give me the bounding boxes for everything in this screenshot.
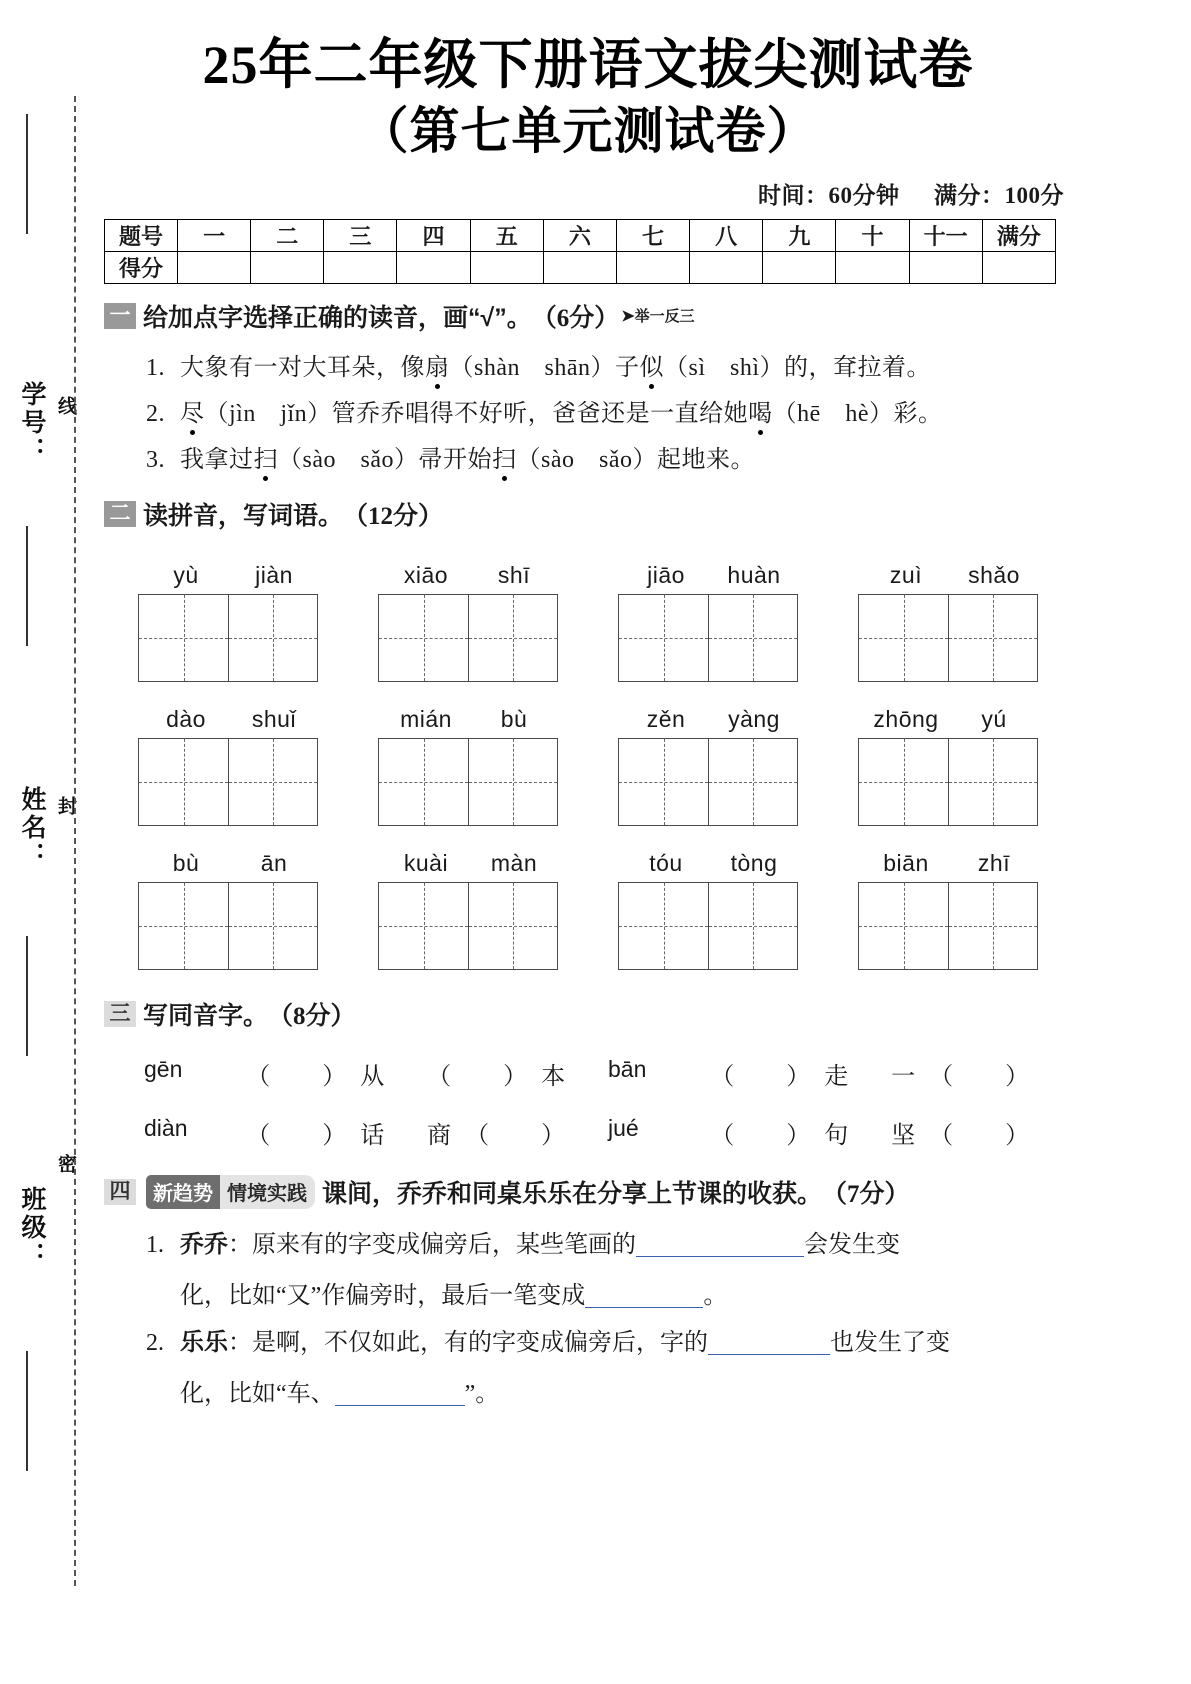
- section-3-number: 三: [104, 1001, 136, 1027]
- section-1-question-3: [104, 448, 1072, 472]
- score-table-row-label-1: 得分: [105, 251, 178, 283]
- q1-text-a: 大象有一对大耳朵，像: [180, 354, 425, 381]
- student-name-label: 姓名：: [18, 786, 46, 870]
- score-col-total: 满分: [982, 219, 1055, 251]
- score-col-9: 九: [763, 219, 836, 251]
- homophone-blank-1[interactable]: （ ）从: [246, 1063, 386, 1090]
- pinyin-syllable: zhōng: [873, 705, 939, 732]
- q3-dotted-char-1: 扫: [253, 446, 278, 473]
- pinyin-word-6: [374, 706, 570, 826]
- margin-rule-1: [26, 114, 28, 234]
- score-col-11: 十一: [909, 219, 982, 251]
- question-index: 2.: [146, 400, 165, 427]
- pinyin-label: [134, 850, 330, 877]
- pinyin-syllable: shī: [497, 561, 531, 588]
- pinyin-syllable: kuài: [403, 849, 449, 876]
- section-4-dialogue-1-line-1: [104, 1232, 1072, 1257]
- seal-char-mi: 密: [55, 1154, 76, 1175]
- exam-meta: [104, 177, 1072, 210]
- writing-grid[interactable]: [618, 882, 798, 970]
- section-3-header: [104, 996, 1072, 1032]
- pinyin-label: [134, 706, 330, 733]
- dialogue-text-a: ：原来有的字变成偏旁后，某些笔画的: [228, 1231, 636, 1258]
- pinyin-label: [614, 850, 810, 877]
- student-class-label: 班级：: [18, 1186, 46, 1270]
- section-4-dialogue-1-line-2: [104, 1283, 1072, 1308]
- writing-grid[interactable]: [138, 738, 318, 826]
- section-1-number: 一: [104, 303, 136, 329]
- score-cell-5[interactable]: [470, 251, 543, 283]
- score-col-3: 三: [324, 219, 397, 251]
- speaker-name-qiaoqiao: 乔乔: [180, 1231, 228, 1258]
- pinyin-label: [374, 562, 570, 589]
- section-1-question-2: [104, 402, 1072, 426]
- pinyin-syllable: yù: [173, 561, 199, 588]
- q3-text-a: 我拿过: [180, 446, 254, 473]
- writing-grid[interactable]: [378, 594, 558, 682]
- homophone-pinyin-dian: diàn: [144, 1114, 188, 1141]
- pinyin-syllable: tòng: [730, 849, 778, 876]
- dialogue-text-f: 也发生了变: [830, 1329, 950, 1356]
- homophone-row-1: [104, 1056, 1072, 1091]
- pinyin-syllable: bù: [500, 705, 528, 732]
- speaker-name-lele: 乐乐: [180, 1329, 228, 1356]
- pinyin-syllable: shuǐ: [251, 705, 297, 732]
- q2-dotted-char-2: 喝: [748, 400, 773, 427]
- title-line-1: 25年二年级下册语文拔尖测试卷: [202, 35, 974, 95]
- question-index: 1.: [146, 354, 165, 381]
- pinyin-grid-row-2: [104, 706, 1072, 826]
- pinyin-syllable: zhī: [977, 849, 1011, 876]
- writing-grid[interactable]: [378, 882, 558, 970]
- score-col-5: 五: [470, 219, 543, 251]
- pinyin-grid-row-3: [104, 850, 1072, 970]
- pinyin-syllable: tóu: [649, 849, 683, 876]
- exam-page: [104, 0, 1072, 1684]
- score-col-8: 八: [690, 219, 763, 251]
- pinyin-syllable: shǎo: [968, 561, 1020, 588]
- pinyin-word-5: [134, 706, 330, 826]
- page-title: [104, 34, 1072, 161]
- q2-text-a: （jìn jǐn）管乔乔唱得不好听，爸爸还是一直给她: [204, 400, 749, 427]
- section-4-number: 四: [104, 1179, 136, 1205]
- writing-grid[interactable]: [378, 738, 558, 826]
- homophone-pinyin-jue: jué: [607, 1114, 639, 1141]
- score-cell-7[interactable]: [616, 251, 689, 283]
- pinyin-word-10: [374, 850, 570, 970]
- score-cell-4[interactable]: [397, 251, 470, 283]
- pinyin-syllable: jiāo: [647, 561, 685, 588]
- score-cell-9[interactable]: [763, 251, 836, 283]
- score-table: [104, 219, 1056, 284]
- answer-blank-1[interactable]: [636, 1232, 804, 1257]
- homophone-pinyin-ban: bān: [607, 1055, 647, 1082]
- pinyin-word-9: [134, 850, 330, 970]
- score-table-header-row: [105, 219, 1056, 251]
- homophone-row-2: [104, 1115, 1072, 1150]
- writing-grid[interactable]: [858, 882, 1038, 970]
- q2-text-b: （hē hè）彩。: [772, 400, 943, 427]
- score-col-1: 一: [178, 219, 251, 251]
- score-col-10: 十: [836, 219, 909, 251]
- section-1-question-1: [104, 356, 1072, 380]
- q3-text-b: （sào sǎo）帚开始: [278, 446, 492, 473]
- pinyin-syllable: zuì: [889, 561, 923, 588]
- homophone-blank-4[interactable]: 一（ ）: [891, 1063, 1044, 1090]
- q1-dotted-char-1: 扇: [425, 354, 450, 381]
- question-index: 3.: [146, 446, 165, 473]
- section-4-dialogue-2-line-1: [104, 1330, 1072, 1355]
- pinyin-label: [374, 706, 570, 733]
- q1-dotted-char-2: 似: [639, 354, 664, 381]
- section-1-title: 给加点字选择正确的读音，画“√”。: [143, 303, 532, 332]
- section-3-points: （8分）: [268, 1002, 356, 1030]
- pinyin-word-2: [374, 562, 570, 682]
- section-2-points: （12分）: [343, 502, 444, 530]
- new-trend-badge: 新趋势: [146, 1175, 220, 1209]
- pinyin-word-11: [614, 850, 810, 970]
- q2-dotted-char-1: 尽: [180, 400, 205, 427]
- pinyin-word-3: [614, 562, 810, 682]
- pinyin-label: [854, 562, 1050, 589]
- score-cell-11[interactable]: [909, 251, 982, 283]
- dialogue-text-c: 化，比如“又”作偏旁时，最后一笔变成: [180, 1282, 586, 1309]
- score-cell-10[interactable]: [836, 251, 909, 283]
- score-cell-total[interactable]: [982, 251, 1055, 283]
- margin-rule-3: [26, 936, 28, 1056]
- pinyin-word-7: [614, 706, 810, 826]
- score-cell-1[interactable]: [178, 251, 251, 283]
- section-1-tag: 举一反三: [634, 308, 695, 326]
- section-1-points: （6分）: [531, 304, 620, 332]
- q1-text-c: （sì shì）的，耷拉着。: [663, 354, 931, 381]
- score-col-7: 七: [616, 219, 689, 251]
- dialogue-index: 2.: [146, 1329, 164, 1356]
- title-line-2: （第七单元测试卷）: [358, 102, 818, 159]
- pinyin-syllable: xiāo: [403, 561, 449, 588]
- pinyin-label: [854, 850, 1050, 877]
- pinyin-syllable: jiàn: [255, 561, 293, 588]
- score-col-2: 二: [251, 219, 324, 251]
- score-table-value-row: [105, 251, 1056, 283]
- q1-text-b: （shàn shān）子: [449, 354, 640, 381]
- pinyin-syllable: zěn: [646, 705, 686, 732]
- section-4-title: 课间，乔乔和同桌乐乐在分享上节课的收获。: [322, 1179, 823, 1208]
- pinyin-label: [374, 850, 570, 877]
- q3-dotted-char-2: 扫: [491, 446, 517, 473]
- writing-grid[interactable]: [138, 594, 318, 682]
- section-4-header: [104, 1174, 1072, 1210]
- dialogue-text-b: 会发生变: [804, 1231, 900, 1258]
- homophone-blank-6[interactable]: 商（ ）: [427, 1122, 580, 1149]
- pinyin-label: [134, 562, 330, 589]
- dialogue-index: 1.: [146, 1231, 164, 1258]
- score-cell-2[interactable]: [251, 251, 324, 283]
- answer-blank-2[interactable]: [585, 1283, 703, 1308]
- section-1-header: [104, 298, 1072, 334]
- score-table-row-label-0: 题号: [105, 219, 178, 251]
- pinyin-label: [854, 706, 1050, 733]
- score-cell-8[interactable]: [690, 251, 763, 283]
- binding-margin: [0, 96, 74, 1586]
- writing-grid[interactable]: [858, 738, 1038, 826]
- seal-char-xian: 线: [55, 396, 76, 417]
- section-4-dialogue-2-line-2: [104, 1381, 1072, 1406]
- pinyin-syllable: yú: [981, 705, 1007, 732]
- section-2-header: [104, 496, 1072, 532]
- arrow-icon: ➤: [621, 307, 635, 325]
- margin-rule-2: [26, 526, 28, 646]
- pinyin-syllable: yàng: [728, 705, 780, 732]
- pinyin-syllable: dào: [166, 705, 206, 732]
- homophone-blank-5[interactable]: （ ）话: [246, 1122, 386, 1149]
- homophone-blank-8[interactable]: 坚（ ）: [891, 1122, 1044, 1149]
- pinyin-word-4: [854, 562, 1050, 682]
- writing-grid[interactable]: [618, 594, 798, 682]
- score-cell-6[interactable]: [543, 251, 616, 283]
- situational-practice-badge: 情境实践: [220, 1175, 315, 1209]
- margin-rule-4: [26, 1351, 28, 1471]
- dashed-cut-line: [74, 96, 76, 1586]
- seal-char-feng: 封: [55, 796, 76, 817]
- q3-text-c: （sào sǎo）起地来。: [516, 446, 755, 473]
- homophone-blank-2[interactable]: （ ）本: [427, 1063, 567, 1090]
- dialogue-text-d: 。: [703, 1282, 728, 1309]
- writing-grid[interactable]: [858, 594, 1038, 682]
- score-cell-3[interactable]: [324, 251, 397, 283]
- pinyin-syllable: bù: [172, 849, 200, 876]
- pinyin-label: [614, 562, 810, 589]
- pinyin-word-8: [854, 706, 1050, 826]
- full-score-label: 满分：100分: [934, 182, 1064, 208]
- answer-blank-4[interactable]: [335, 1381, 465, 1406]
- section-2-number: 二: [104, 501, 136, 527]
- homophone-blank-7[interactable]: （ ）句: [710, 1122, 850, 1149]
- pinyin-syllable: ān: [260, 849, 288, 876]
- score-col-4: 四: [397, 219, 470, 251]
- dialogue-text-g: 化，比如“车、: [180, 1380, 335, 1407]
- writing-grid[interactable]: [618, 738, 798, 826]
- pinyin-syllable: mián: [400, 705, 452, 732]
- answer-blank-3[interactable]: [708, 1330, 830, 1355]
- section-2-title: 读拼音，写词语。: [143, 501, 344, 530]
- pinyin-syllable: huàn: [727, 561, 781, 588]
- pinyin-label: [614, 706, 810, 733]
- score-col-6: 六: [543, 219, 616, 251]
- dialogue-text-e: ：是啊，不仅如此，有的字变成偏旁后，字的: [228, 1329, 708, 1356]
- pinyin-syllable: biān: [883, 849, 929, 876]
- section-4-points: （7分）: [822, 1180, 910, 1208]
- section-3-title: 写同音字。: [143, 1001, 269, 1030]
- pinyin-word-1: [134, 562, 330, 682]
- writing-grid[interactable]: [138, 882, 318, 970]
- time-label: 时间：60分钟: [758, 182, 900, 208]
- homophone-blank-3[interactable]: （ ）走: [710, 1063, 850, 1090]
- dialogue-text-h: ”。: [464, 1380, 500, 1407]
- homophone-pinyin-gen: gēn: [144, 1055, 183, 1082]
- pinyin-syllable: màn: [490, 849, 538, 876]
- student-id-label: 学号：: [18, 381, 46, 465]
- pinyin-word-12: [854, 850, 1050, 970]
- pinyin-grid-row-1: [104, 562, 1072, 682]
